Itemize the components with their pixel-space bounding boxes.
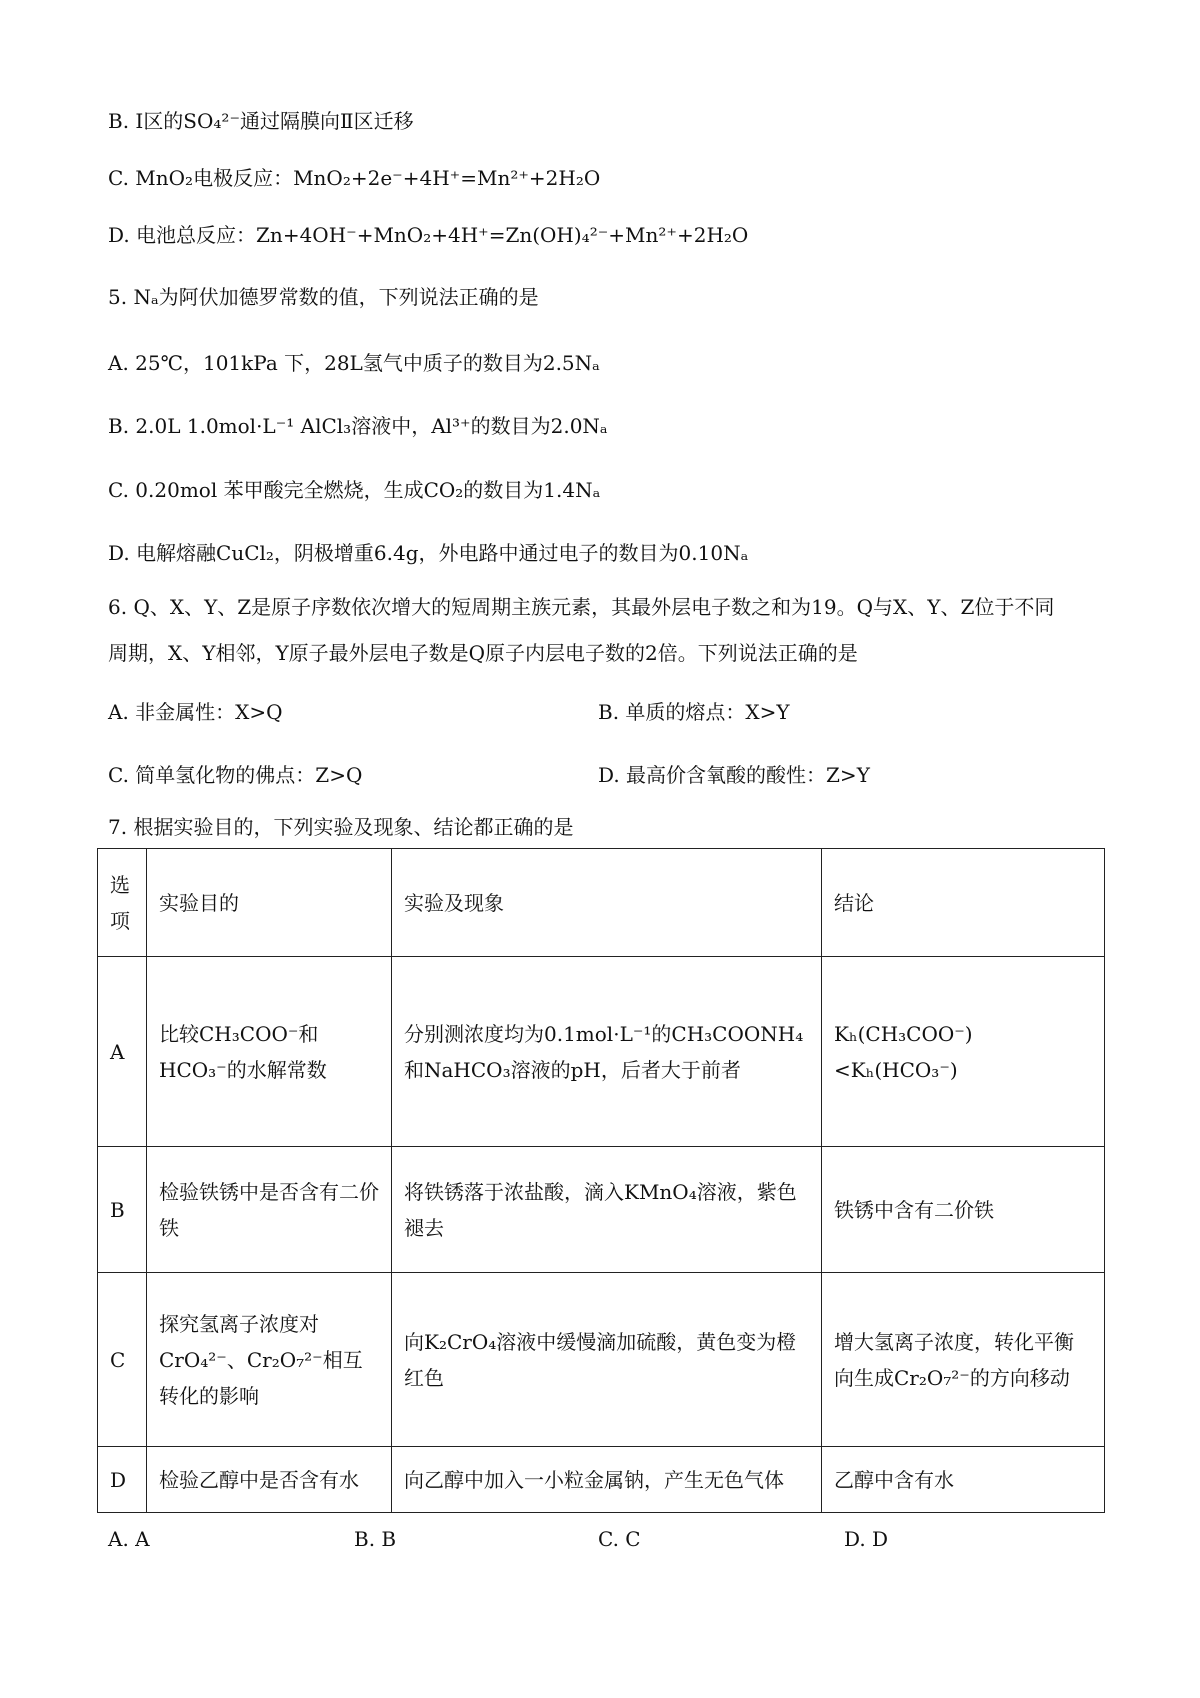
q5-option-d: D. 电解熔融CuCl₂，阴极增重6.4g，外电路中通过电子的数目为0.10Nₐ <box>108 541 749 565</box>
q4-option-c: C. MnO₂电极反应：MnO₂+2e⁻+4H⁺=Mn²⁺+2H₂O <box>108 166 601 190</box>
row-purpose: 检验铁锈中是否含有二价铁 <box>147 1147 392 1273</box>
row-option: D <box>98 1447 147 1513</box>
answer-option-c: C. C <box>598 1527 641 1551</box>
answer-option-a: A. A <box>108 1527 150 1551</box>
q7-stem: 7. 根据实验目的，下列实验及现象、结论都正确的是 <box>108 815 574 839</box>
table-header-row <box>98 849 1105 957</box>
row-purpose: 检验乙醇中是否含有水 <box>147 1447 392 1513</box>
row-experiment: 向K₂CrO₄溶液中缓慢滴加硫酸，黄色变为橙红色 <box>392 1273 822 1447</box>
answer-option-b: B. B <box>354 1527 397 1551</box>
header-conclusion: 结论 <box>822 849 1105 957</box>
q6-option-b: B. 单质的熔点：X>Y <box>598 700 790 724</box>
row-conclusion: 增大氢离子浓度，转化平衡向生成Cr₂O₇²⁻的方向移动 <box>822 1273 1105 1447</box>
row-option: A <box>98 957 147 1147</box>
q5-stem: 5. Nₐ为阿伏加德罗常数的值，下列说法正确的是 <box>108 285 539 309</box>
row-conclusion: 铁锈中含有二价铁 <box>822 1147 1105 1273</box>
header-option: 选项 <box>98 849 147 957</box>
header-experiment: 实验及现象 <box>392 849 822 957</box>
header-purpose: 实验目的 <box>147 849 392 957</box>
q4-option-d: D. 电池总反应：Zn+4OH⁻+MnO₂+4H⁺=Zn(OH)₄²⁻+Mn²⁺+2H₂O <box>108 223 749 247</box>
q5-option-b: B. 2.0L 1.0mol·L⁻¹ AlCl₃溶液中，Al³⁺的数目为2.0Nₐ <box>108 414 608 438</box>
row-purpose: 探究氢离子浓度对CrO₄²⁻、Cr₂O₇²⁻相互转化的影响 <box>147 1273 392 1447</box>
q6-stem-line2: 周期，X、Y相邻，Y原子最外层电子数是Q原子内层电子数的2倍。下列说法正确的是 <box>108 641 858 665</box>
q5-option-c: C. 0.20mol 苯甲酸完全燃烧，生成CO₂的数目为1.4Nₐ <box>108 478 601 502</box>
row-option: C <box>98 1273 147 1447</box>
row-conclusion: Kₕ(CH₃COO⁻)<Kₕ(HCO₃⁻) <box>822 957 1105 1147</box>
table-row <box>98 957 1105 1147</box>
answer-option-d: D. D <box>844 1527 889 1551</box>
row-experiment: 分别测浓度均为0.1mol·L⁻¹的CH₃COONH₄和NaHCO₃溶液的pH，后者大于前者 <box>392 957 822 1147</box>
q5-option-a: A. 25℃，101kPa 下，28L氢气中质子的数目为2.5Nₐ <box>108 351 600 375</box>
q6-option-a: A. 非金属性：X>Q <box>108 700 283 724</box>
row-conclusion: 乙醇中含有水 <box>822 1447 1105 1513</box>
q6-option-d: D. 最高价含氧酸的酸性：Z>Y <box>598 763 870 787</box>
experiment-table <box>97 848 1105 1513</box>
table-row <box>98 1147 1105 1273</box>
q6-stem-line1: 6. Q、X、Y、Z是原子序数依次增大的短周期主族元素，其最外层电子数之和为19。Q与X、Y、Z位于不同 <box>108 595 1055 619</box>
table-row <box>98 1273 1105 1447</box>
table-row <box>98 1447 1105 1513</box>
q6-option-c: C. 简单氢化物的佛点：Z>Q <box>108 763 363 787</box>
row-experiment: 将铁锈落于浓盐酸，滴入KMnO₄溶液，紫色褪去 <box>392 1147 822 1273</box>
row-experiment: 向乙醇中加入一小粒金属钠，产生无色气体 <box>392 1447 822 1513</box>
row-purpose: 比较CH₃COO⁻和HCO₃⁻的水解常数 <box>147 957 392 1147</box>
q4-option-b: B. Ⅰ区的SO₄²⁻通过隔膜向Ⅱ区迁移 <box>108 109 414 133</box>
row-option: B <box>98 1147 147 1273</box>
